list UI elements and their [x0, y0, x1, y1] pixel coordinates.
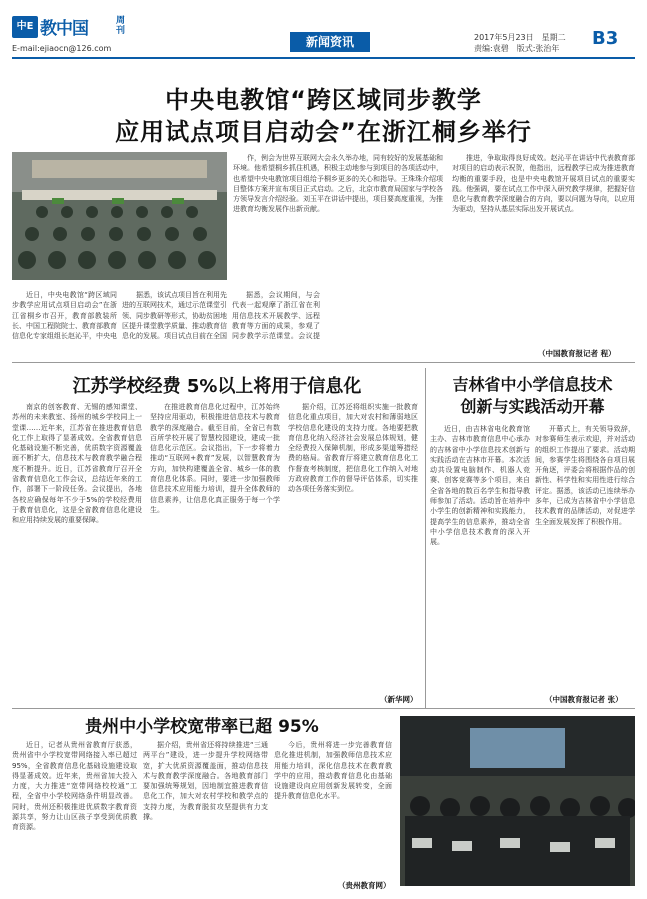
article1-source: （中国教育报记者 程） [538, 349, 616, 358]
conference-photo [12, 152, 227, 280]
column-divider [425, 368, 426, 708]
issue-meta [474, 32, 594, 54]
article2-title: 江苏学校经费 5%以上将用于信息化 [72, 376, 362, 397]
article2-paragraph-3: 据介绍，江苏还将组织实施一批教育信息化重点项目，加大对农村和薄弱地区学校信息化建设的支持力度。各地要把教育信息化纳入经济社会发展总体规划，健全经费投入保障机制，形成多渠道筹措经费的格局。省教育厅将建立教育信息化工作督查考核制度，把信息化工作纳入对地方政府教育工作的督导评估体系，切实推动各项任务落实到位。 [288, 403, 418, 494]
divider-1 [12, 362, 635, 363]
article1-paragraph-4: 作，例会为世界互联网大会永久举办地，同有较好的发展基础和环境。他希望桐乡抓住机遇，积极主动地参与到项目的各项活动中，也希望中央电教馆项目组给予桐乡更多的关心和指导。王珠珠介绍项目整体方案并宣布项目正式启动。之后，北京市教育局国家与学校各方领导发言介绍经验。刘玉平在讲话中提出，项目要高度重视，为推进教育均衡发展作出新贡献。 [233, 154, 443, 214]
article4-paragraph-2: 据介绍，贵州省还将持续推进“三通两平台”建设，进一步提升学校网络带宽，扩大优质资源覆盖面，推动信息技术与教育教学深度融合。各地教育部门要加强统筹规划，因地制宜推进教育信息化工作，加大对农村学校和教学点的支持力度，为教育脱贫攻坚提供有力支撑。 [143, 741, 268, 822]
masthead-email: E-mail:ejiaocn@126.com [12, 44, 112, 53]
article2-paragraph-1: 南京的创客教育、无锡的感知课堂、苏州的未来教室、扬州的城乡学校同上一堂课……近年来，江苏省在推进教育信息化工作上取得了显著成效。全省教育信息化基础设施不断完善，优质数字资源覆盖面不断扩大，信息技术与教育教学融合程度不断提升。近日，江苏省教育厅召开全省教育信息化工作会议，总结近年来的工作，部署下一阶段任务。会议提出，各地各校应确保每年不少于5%的学校经费用于教育信息化，这是全省教育信息化建设和应用持续发展的重要保障。 [12, 403, 142, 525]
issue-date: 2017年5月23日 星期二 [474, 33, 566, 42]
article1-paragraph-5: 推进，争取取得良好成效。赵沁平在讲话中代表教育部对项目的启动表示祝贺，他指出，远程教学已成为推进教育均衡的重要手段，也是中央电教馆开展项目试点的重要实践。他强调，要在试点工作中深入研究教学规律，把握好信息化与教育教学深度融合的方向，要以问题为导向，以应用为驱动，坚持从基层实际出发开展试点。 [452, 154, 635, 214]
article4-title: 贵州中小学校宽带率已超 95% [85, 717, 319, 737]
logo-mark: 中E [12, 16, 38, 38]
article3-title-line2: 创新与实践活动开幕 [460, 397, 605, 416]
article1-title-line2: 应用试点项目启动会”在浙江桐乡举行 [115, 118, 532, 146]
page-number: B3 [592, 28, 619, 49]
article1-title-line1: 中央电教馆“跨区域同步教学 [165, 86, 482, 114]
article3-paragraph-1: 近日，由吉林省电化教育馆主办、吉林市教育信息中心承办的吉林省中小学信息技术创新与实践活动在吉林市开幕。本次活动共设置电脑制作、机器人竞赛、创客竞赛等多个项目，来自全省各地的数百名学生和指导教师参加了活动。活动旨在培养中小学生的创新精神和实践能力，提高学生的信息素养，推动全省中小学信息技术教育的深入开展。 [430, 425, 530, 547]
section-label: 新闻资讯 [290, 32, 370, 52]
issue-editors: 责编:袁碧 版式:张治年 [474, 44, 560, 53]
masthead-rule [12, 57, 635, 59]
logo-name: 教中国 [40, 19, 88, 39]
article2-source: （新华网） [380, 695, 418, 704]
article1-paragraph-1: 近日，中央电教馆“跨区域同步教学应用试点项目启动会”在浙江省桐乡市召开，教育部教装所长、中国工程院院士、教育部教育信息化专家组组长赵沁平，中央电 [12, 291, 117, 340]
article4-source: （贵州教育网） [338, 881, 391, 890]
classroom-photo [400, 716, 635, 886]
article3-title-line1: 吉林省中小学信息技术 [452, 375, 613, 394]
divider-2 [12, 708, 635, 709]
article3-paragraph-2: 开幕式上，有关领导致辞，对参赛师生表示欢迎，并对活动的组织工作提出了要求。活动期间，参赛学生将围绕各自项目展开角逐，评委会将根据作品的创新性、科学性和实用性进行综合评定。据悉，该活动已连续举办多年，已成为吉林省中小学信息技术教育的品牌活动，对促进学生全面发展发挥了积极作用。 [535, 425, 635, 526]
masthead [0, 0, 647, 60]
logo-weekly: 周刊 [116, 16, 126, 36]
article3-source: （中国教育报记者 张） [545, 695, 623, 704]
article4-paragraph-1: 近日，记者从贵州省教育厅获悉，贵州省中小学校宽带网络接入率已超过95%，全省教育信息化基础设施建设取得显著成效。近年来，贵州省加大投入力度，大力推进“宽带网络校校通”工程，全省中小学校网络条件明显改善。同时，贵州还积极推进优质数字教育资源共享，努力让山区孩子享受到优质教育资源。 [12, 741, 137, 832]
article1-paragraph-2: 据悉，该试点项目旨在利用先进的互联网技术，通过示范课堂引领、同步教研等形式，协助贫困地区提升课堂教学质量、推动教育信息化的发展。项目试点目前在全国 [122, 291, 227, 340]
article2-paragraph-2: 在推进教育信息化过程中，江苏始终坚持应用驱动，积极推进信息技术与教育教学的深度融合。截至目前，全省已有数百所学校开展了智慧校园建设，建成一批信息化示范区。会议指出，下一步将着力推动“互联网+教育”发展，以智慧教育为方向，加快构建覆盖全省、城乡一体的教育信息化体系。同时，要进一步加强教师信息技术应用能力培训，提升全体教师的信息素养，让信息化真正服务于每一个学生。 [150, 403, 280, 514]
conference-photo-image [12, 152, 227, 280]
classroom-photo-image [400, 716, 635, 886]
article4-paragraph-3: 今后，贵州将进一步完善教育信息化推进机制，加强教师信息技术应用能力培训，深化信息技术在教育教学中的应用，推动教育信息化由基础设施建设向应用创新发展转变，全面提升教育信息化水平。 [274, 741, 392, 801]
newspaper-logo [12, 14, 124, 44]
article1-paragraph-3: 据悉，会议期间，与会代表一起观摩了浙江省在利用信息技术开展教学、远程教育等方面的成果，参观了同步教学示范课堂。会议提 [232, 291, 320, 340]
